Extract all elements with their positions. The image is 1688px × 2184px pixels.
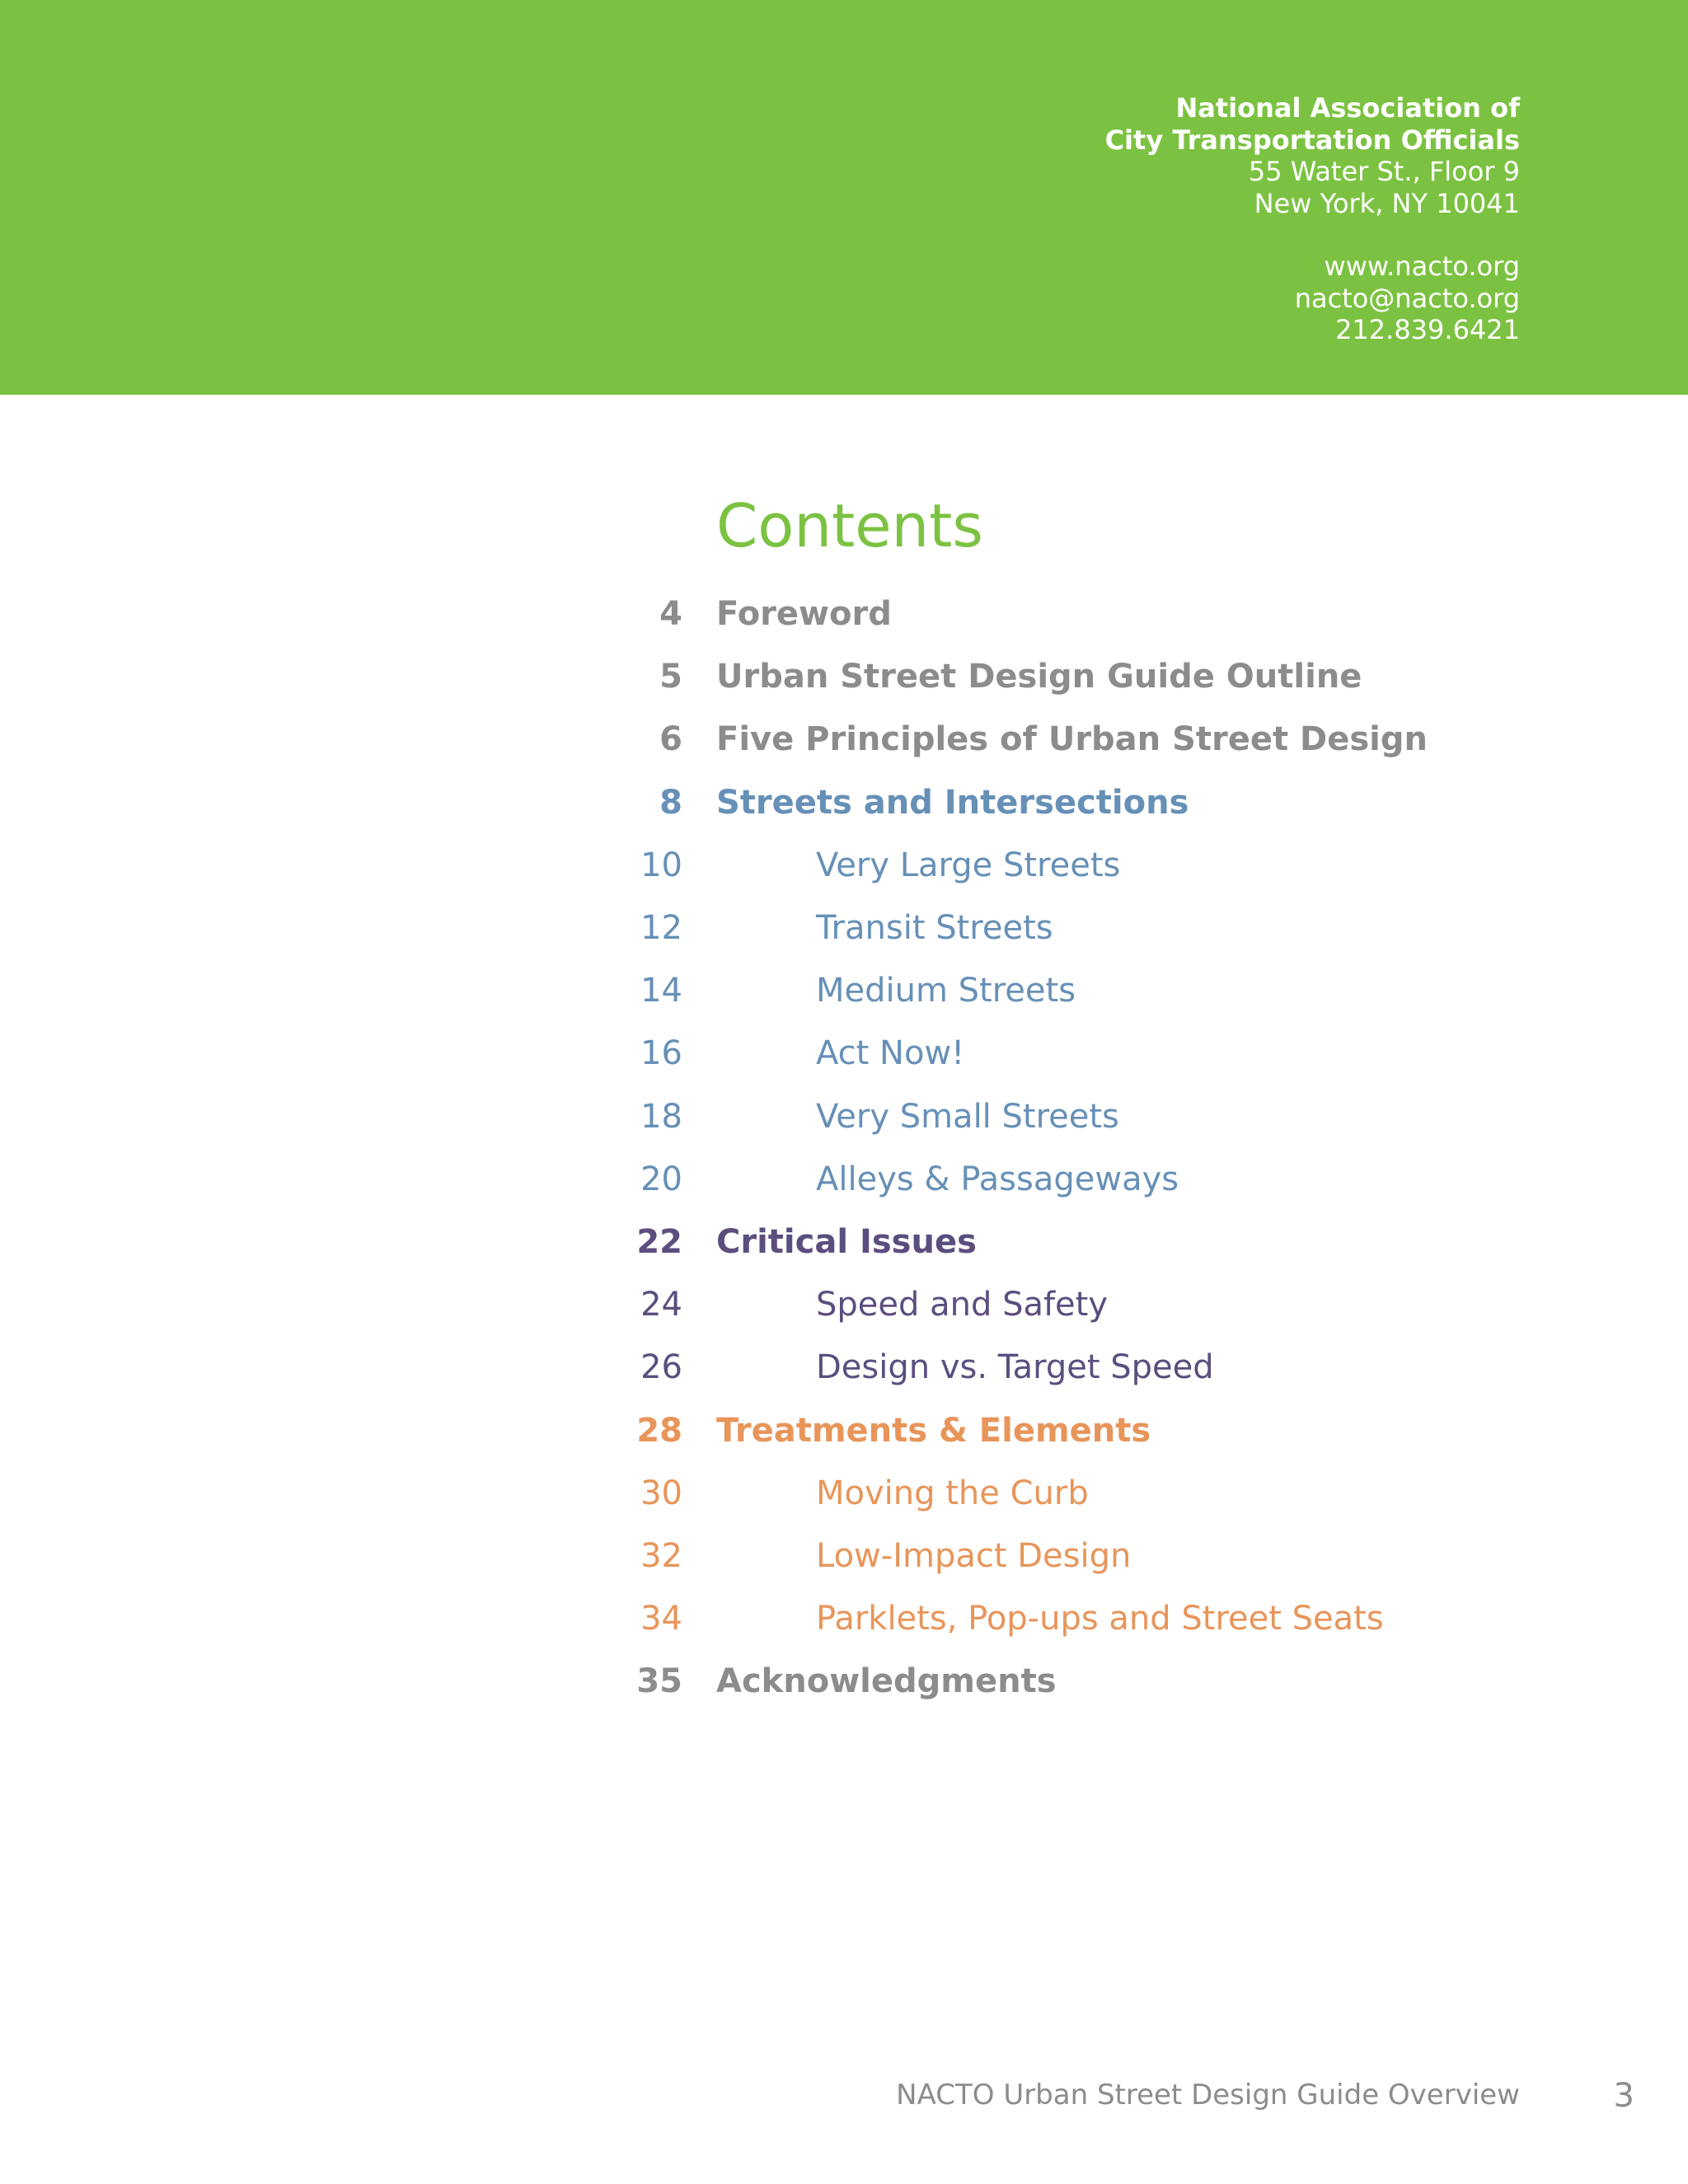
toc-entry-label: Treatments & Elements bbox=[716, 1411, 1151, 1450]
toc-entry[interactable] bbox=[0, 903, 1688, 953]
toc-entry[interactable] bbox=[0, 1343, 1688, 1392]
toc-entry[interactable] bbox=[0, 1657, 1688, 1706]
toc-entry-label: Urban Street Design Guide Outline bbox=[716, 658, 1362, 696]
org-name-line1: National Association of bbox=[1175, 92, 1520, 124]
toc-page-number: 8 bbox=[659, 783, 682, 822]
toc-entry[interactable] bbox=[0, 589, 1688, 639]
toc-entry[interactable] bbox=[0, 1280, 1688, 1329]
toc-entry[interactable] bbox=[0, 841, 1688, 890]
toc-page-number: 14 bbox=[640, 972, 682, 1010]
toc-entry-label: Five Principles of Urban Street Design bbox=[716, 720, 1428, 759]
toc-entry[interactable] bbox=[0, 1029, 1688, 1078]
contact-block bbox=[1105, 92, 1520, 346]
toc-page-number: 35 bbox=[636, 1662, 682, 1701]
org-name-line2: City Transportation Officials bbox=[1104, 124, 1520, 156]
toc-page-number: 34 bbox=[640, 1600, 682, 1638]
toc-page-number: 16 bbox=[640, 1034, 682, 1073]
toc-entry-label: Alleys & Passageways bbox=[816, 1160, 1179, 1198]
phone-number: 212.839.6421 bbox=[1335, 314, 1520, 345]
toc-page-number: 28 bbox=[636, 1411, 682, 1450]
toc-entry-label: Design vs. Target Speed bbox=[816, 1348, 1214, 1387]
email-link[interactable]: nacto@nacto.org bbox=[1294, 282, 1520, 314]
toc-page-number: 18 bbox=[640, 1097, 682, 1136]
toc-entry[interactable] bbox=[0, 652, 1688, 701]
toc-entry-label: Medium Streets bbox=[816, 972, 1076, 1010]
footer-title: NACTO Urban Street Design Guide Overview bbox=[896, 2079, 1520, 2111]
toc-entry-label: Speed and Safety bbox=[816, 1286, 1109, 1324]
address-line2: New York, NY 10041 bbox=[1254, 187, 1520, 219]
website-link[interactable]: www.nacto.org bbox=[1324, 251, 1520, 282]
toc-page-number: 10 bbox=[640, 846, 682, 884]
toc-entry[interactable] bbox=[0, 1594, 1688, 1643]
toc-page-number: 24 bbox=[640, 1286, 682, 1324]
toc-entry-label: Critical Issues bbox=[716, 1223, 977, 1261]
toc-entry-label: Parklets, Pop-ups and Street Seats bbox=[816, 1600, 1384, 1638]
toc-entry-label: Very Small Streets bbox=[816, 1097, 1119, 1136]
toc-page-number: 30 bbox=[640, 1474, 682, 1512]
toc-entry[interactable] bbox=[0, 966, 1688, 1015]
toc-page-number: 20 bbox=[640, 1160, 682, 1198]
toc-entry-label: Transit Streets bbox=[816, 909, 1053, 947]
toc-entry-label: Low-Impact Design bbox=[816, 1537, 1132, 1575]
toc-entry-label: Very Large Streets bbox=[816, 846, 1121, 884]
page-number: 3 bbox=[1613, 2077, 1634, 2115]
toc-page-number: 22 bbox=[636, 1223, 682, 1261]
toc-entry[interactable] bbox=[0, 1217, 1688, 1267]
header-band bbox=[0, 0, 1688, 395]
toc-entry-label: Streets and Intersections bbox=[716, 783, 1189, 822]
toc-entry-label: Foreword bbox=[716, 595, 892, 633]
toc-entry[interactable] bbox=[0, 715, 1688, 764]
toc-entry[interactable] bbox=[0, 1406, 1688, 1455]
contact-spacer bbox=[1105, 219, 1520, 251]
toc-entry[interactable] bbox=[0, 778, 1688, 827]
toc-entry-label: Moving the Curb bbox=[816, 1474, 1089, 1512]
toc-page-number: 12 bbox=[640, 909, 682, 947]
address-line1: 55 Water St., Floor 9 bbox=[1248, 156, 1520, 187]
toc-entry[interactable] bbox=[0, 1155, 1688, 1204]
toc-entry[interactable] bbox=[0, 1531, 1688, 1581]
toc-page-number: 26 bbox=[640, 1348, 682, 1387]
toc-page-number: 4 bbox=[659, 595, 682, 633]
toc-page-number: 6 bbox=[659, 720, 682, 759]
toc-entry[interactable] bbox=[0, 1092, 1688, 1141]
toc-entry-label: Acknowledgments bbox=[716, 1662, 1057, 1701]
contents-title: Contents bbox=[716, 491, 983, 560]
toc-entry[interactable] bbox=[0, 1469, 1688, 1518]
toc-entry-label: Act Now! bbox=[816, 1034, 965, 1073]
toc-page-number: 5 bbox=[659, 658, 682, 696]
toc-page-number: 32 bbox=[640, 1537, 682, 1575]
